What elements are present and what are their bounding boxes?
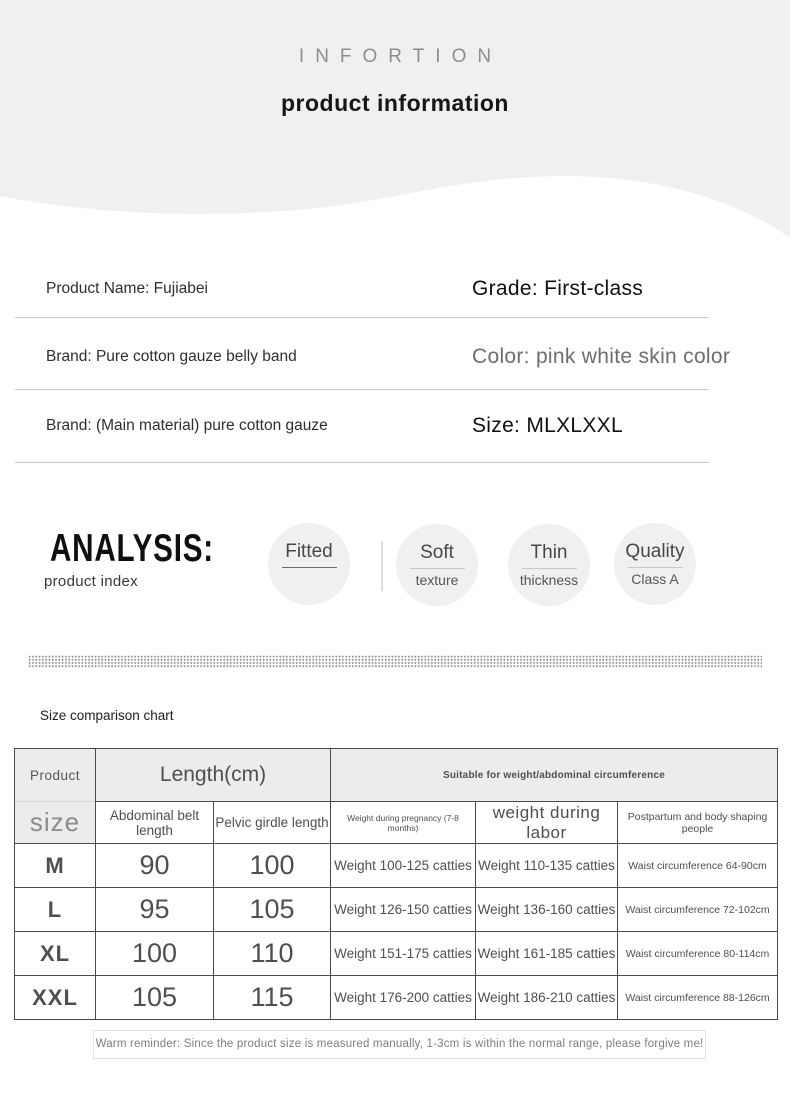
badge-fitted [268,523,350,605]
table-row-m [15,844,778,888]
postpartum-cell: Waist circumference 72-102cm [618,888,778,932]
abdominal-cell: 100 [96,932,214,976]
pelvic-cell: 100 [214,844,331,888]
info-row-material-size [0,412,790,440]
brand-label: Brand: Pure cotton gauze belly band [46,348,297,365]
abdominal-cell: 95 [96,888,214,932]
size-cell: M [15,844,96,888]
badge-top-label: Quality [625,540,685,562]
badge-soft-texture [396,524,478,606]
labor-cell: Weight 136-160 catties [476,888,618,932]
labor-cell: Weight 110-135 catties [476,844,618,888]
abdominal-cell: 90 [96,844,214,888]
pregnancy-cell: Weight 176-200 catties [331,976,476,1020]
table-corner-cell [15,749,96,844]
pelvic-cell: 105 [214,888,331,932]
suitable-group-header: Suitable for weight/abdominal circumference [331,749,778,802]
size-value: Size: MLXLXXL [472,414,623,437]
labor-weight-header: weight during labor [476,802,618,844]
analysis-subtitle: product index [44,573,138,590]
divider [15,317,709,318]
page-title: product information [281,90,509,116]
pelvic-cell: 115 [214,976,331,1020]
badge-underline [410,568,465,569]
info-row-brand-color [0,343,790,371]
product-name-label: Product Name: Fujiabei [46,280,208,297]
labor-cell: Weight 161-185 catties [476,932,618,976]
badge-underline [628,567,683,568]
pregnancy-weight-header: Weight during pregnancy (7-8 months) [331,802,476,844]
badge-bottom-label: texture [415,571,459,588]
size-comparison-table [14,748,778,1020]
table-group-header-row [15,749,778,802]
pregnancy-cell: Weight 126-150 catties [331,888,476,932]
badge-underline [522,568,577,569]
badge-top-label: Soft [420,541,454,563]
size-cell: XXL [15,976,96,1020]
info-row-name-grade [0,275,790,303]
size-cell: XL [15,932,96,976]
table-row-l [15,888,778,932]
badge-separator [381,541,383,591]
warm-reminder: Warm reminder: Since the product size is measured manually, 1-3cm is within the normal range, please forgive me! [93,1030,706,1059]
labor-cell: Weight 186-210 catties [476,976,618,1020]
badge-bottom-label: thickness [519,571,579,588]
badge-thin-thickness [508,524,590,606]
divider [15,389,709,390]
abdominal-length-header: Abdominal belt length [96,802,214,844]
badge-top-label: Fitted [285,540,333,562]
pelvic-girdle-header: Pelvic girdle length [214,802,331,844]
badge-underline [282,567,337,568]
material-label: Brand: (Main material) pure cotton gauze [46,417,328,434]
badge-quality-class-a [614,523,696,605]
pregnancy-cell: Weight 151-175 catties [331,932,476,976]
pelvic-cell: 110 [214,932,331,976]
badge-top-label: Thin [530,541,568,563]
color-value: Color: pink white skin color [472,345,731,368]
corner-product-label: Product [29,768,81,783]
size-chart-label: Size comparison chart [40,708,174,723]
table-row-xxl [15,976,778,1020]
table-subheader-row [15,802,778,844]
postpartum-header: Postpartum and body shaping people [618,802,778,844]
postpartum-cell: Waist circumference 88-126cm [618,976,778,1020]
abdominal-cell: 105 [96,976,214,1020]
hero-wave-header [0,0,790,250]
divider [15,462,709,463]
length-group-header: Length(cm) [96,749,331,802]
badge-bottom-label: Class A [631,570,679,587]
dotted-divider [28,655,762,668]
hero-eyebrow: INFORTION [298,46,503,67]
pregnancy-cell: Weight 100-125 catties [331,844,476,888]
analysis-title: ANALYSIS: [50,527,214,570]
wave-shape [0,0,790,250]
grade-value: Grade: First-class [472,277,644,300]
corner-size-label: size [15,801,95,842]
postpartum-cell: Waist circumference 80-114cm [618,932,778,976]
size-cell: L [15,888,96,932]
table-row-xl [15,932,778,976]
postpartum-cell: Waist circumference 64-90cm [618,844,778,888]
